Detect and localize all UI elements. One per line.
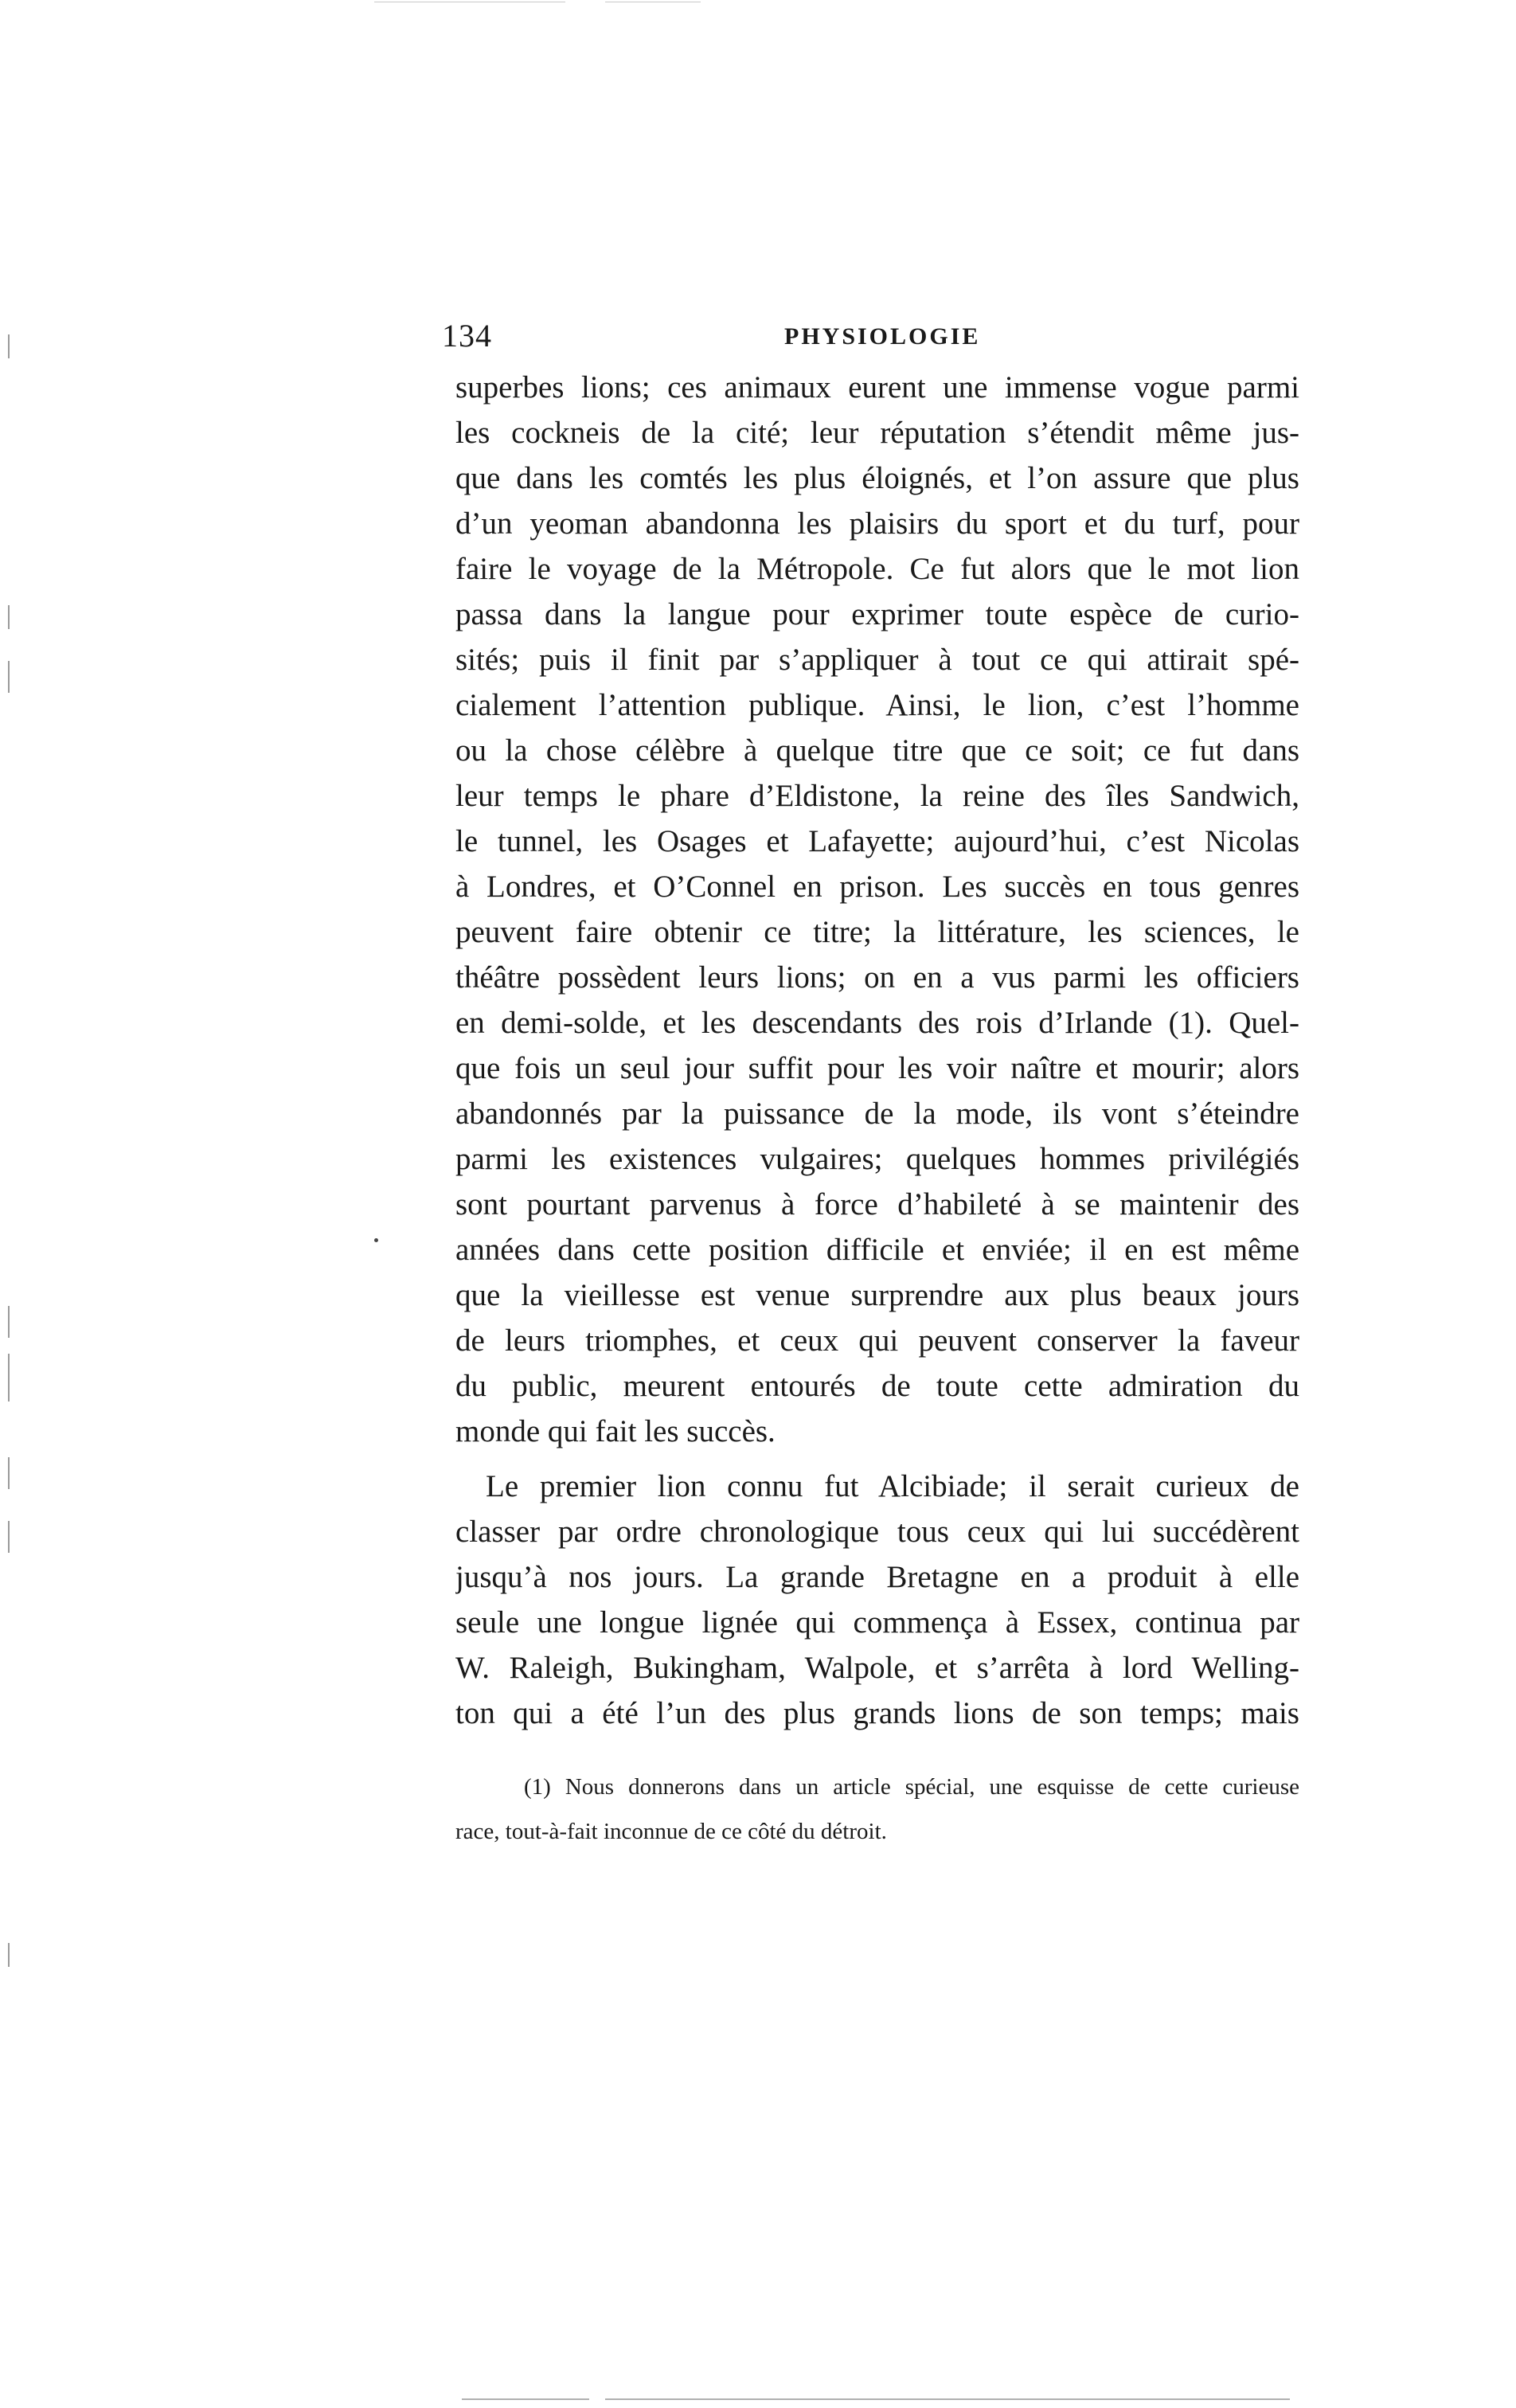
running-head xyxy=(442,317,1302,365)
text-line: parmi les existences vulgaires; quelques hommes privilégiés xyxy=(455,1142,1299,1176)
text-line: les cockneis de la cité; leur réputation s’étendit même jus- xyxy=(455,416,1299,450)
scan-edge-mark xyxy=(8,334,10,358)
scan-edge-mark xyxy=(8,1354,10,1401)
footnote-line: race, tout-à-fait inconnue de ce côté du détroit. xyxy=(455,1819,887,1844)
scan-edge-mark xyxy=(8,1943,10,1967)
text-line: du public, meurent entourés de toute cette admiration du xyxy=(455,1369,1299,1403)
text-line: en demi-solde, et les descendants des rois d’Irlande (1). Quel- xyxy=(455,1006,1299,1040)
text-line: d’un yeoman abandonna les plaisirs du sport et du turf, pour xyxy=(455,506,1299,541)
scan-edge-bottom xyxy=(605,2398,1290,2400)
text-line: faire le voyage de la Métropole. Ce fut alors que le mot lion xyxy=(455,552,1299,586)
text-line: à Londres, et O’Connel en prison. Les succès en tous genres xyxy=(455,870,1299,904)
text-line: classer par ordre chronologique tous ceux qui lui succédèrent xyxy=(455,1515,1299,1549)
scan-edge-mark xyxy=(8,605,10,629)
scan-edge-mark xyxy=(8,661,10,693)
scan-speck xyxy=(374,1238,378,1242)
page-number: 134 xyxy=(442,318,492,354)
text-line: Le premier lion connu fut Alcibiade; il serait curieux de xyxy=(486,1469,1299,1503)
text-line: passa dans la langue pour exprimer toute espèce de curio- xyxy=(455,597,1299,631)
scan-edge-mark xyxy=(8,1306,10,1338)
footnote-line: (1) Nous donnerons dans un article spécial, une esquisse de cette curieuse xyxy=(524,1774,1299,1800)
text-line: sités; puis il finit par s’appliquer à tout ce qui attirait spé- xyxy=(455,643,1299,677)
scan-edge-mark xyxy=(8,1521,10,1553)
text-line: superbes lions; ces animaux eurent une immense vogue parmi xyxy=(455,370,1299,405)
text-line: abandonnés par la puissance de la mode, ils vont s’éteindre xyxy=(455,1096,1299,1131)
text-line: théâtre possèdent leurs lions; on en a vus parmi les officiers xyxy=(455,960,1299,995)
text-line: ton qui a été l’un des plus grands lions de son temps; mais xyxy=(455,1696,1299,1730)
text-line: jusqu’à nos jours. La grande Bretagne en a produit à elle xyxy=(455,1560,1299,1594)
footnote xyxy=(455,1765,1299,1854)
text-line: monde qui fait les succès. xyxy=(455,1414,776,1448)
text-line: sont pourtant parvenus à force d’habileté à se maintenir des xyxy=(455,1187,1299,1222)
text-line: cialement l’attention publique. Ainsi, le lion, c’est l’homme xyxy=(455,688,1299,722)
text-line: peuvent faire obtenir ce titre; la littérature, les sciences, le xyxy=(455,915,1299,949)
running-title: PHYSIOLOGIE xyxy=(784,323,981,350)
scan-edge-mark xyxy=(8,1457,10,1489)
text-line: seule une longue lignée qui commença à Essex, continua par xyxy=(455,1605,1299,1640)
text-line: ou la chose célèbre à quelque titre que ce soit; ce fut dans xyxy=(455,733,1299,768)
text-line: de leurs triomphes, et ceux qui peuvent conserver la faveur xyxy=(455,1323,1299,1358)
text-line: W. Raleigh, Bukingham, Walpole, et s’arrêta à lord Welling- xyxy=(455,1651,1299,1685)
scan-edge-bottom xyxy=(462,2398,589,2400)
text-line: leur temps le phare d’Eldistone, la reine des îles Sandwich, xyxy=(455,779,1299,813)
text-line: années dans cette position difficile et enviée; il en est même xyxy=(455,1233,1299,1267)
text-line: que la vieillesse est venue surprendre aux plus beaux jours xyxy=(455,1278,1299,1312)
text-line: que dans les comtés les plus éloignés, et l’on assure que plus xyxy=(455,461,1299,495)
text-line: le tunnel, les Osages et Lafayette; aujourd’hui, c’est Nicolas xyxy=(455,824,1299,858)
body-text xyxy=(455,365,1299,1736)
text-line: que fois un seul jour suffit pour les voir naître et mourir; alors xyxy=(455,1051,1299,1085)
